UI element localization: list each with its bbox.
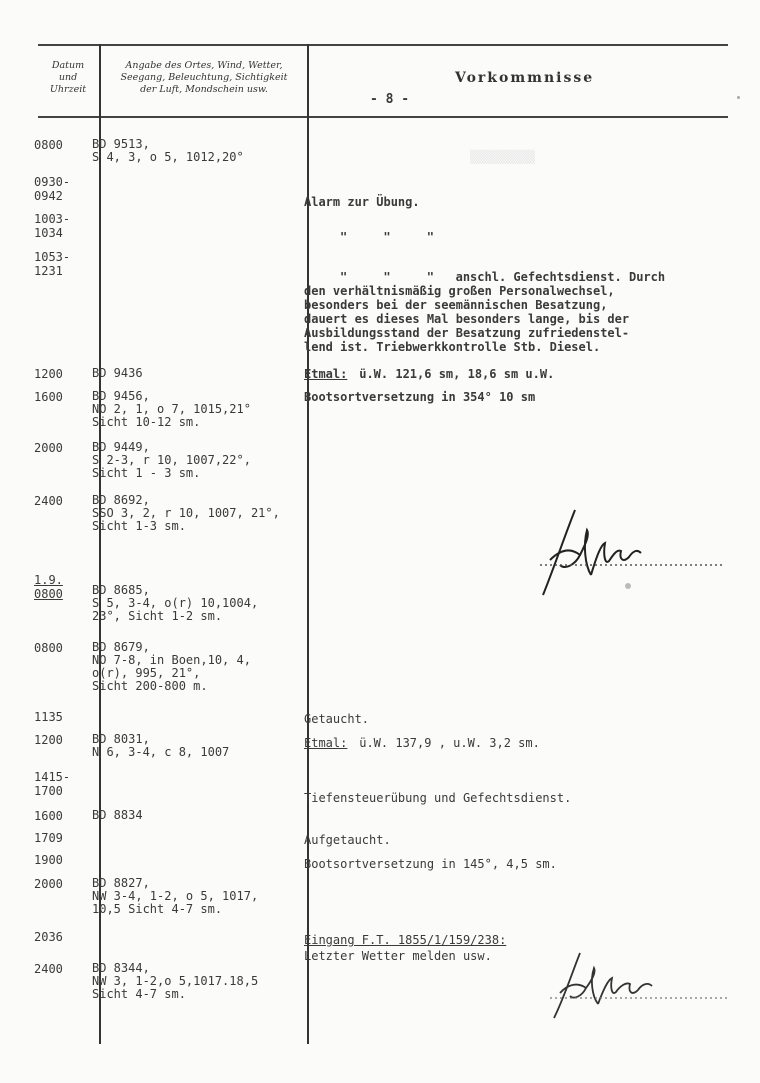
etmal-value: ü.W. 137,9 , u.W. 3,2 sm. (352, 736, 540, 750)
weather-entry: BD 8344, NW 3, 1-2,o 5,1017.18,5 Sicht 4-7 sm. (92, 961, 259, 1001)
event-entry: Bootsortversetzung in 145°, 4,5 sm. (304, 857, 557, 871)
time-entry: 1709 (34, 831, 63, 845)
time-entry: 0800 (34, 138, 63, 152)
time-entry: 1053- 1231 (34, 250, 71, 278)
weather-entry: BD 8031, N 6, 3-4, c 8, 1007 (92, 732, 230, 759)
etmal-value: ü.W. 121,6 sm, 18,6 sm u.W. (352, 367, 555, 381)
etmal-label: Etmal: (304, 367, 348, 381)
time-entry: 1135 (34, 710, 63, 724)
event-entry: " " " (340, 230, 434, 244)
weather-entry: BD 8692, SSO 3, 2, r 10, 1007, 21°, Sicht 1-3 sm. (92, 493, 280, 533)
punch-mark (625, 583, 631, 589)
event-entry: Aufgetaucht. (304, 833, 391, 847)
weather-entry: BD 8685, S 5, 3-4, o(r) 10,1004, 23°, Sicht 1-2 sm. (92, 583, 259, 623)
header-date-time (40, 60, 96, 96)
radio-message-entry: Eingang F.T. 1855/1/159/238: (304, 933, 507, 947)
header-events: Vorkommnisse (455, 70, 595, 86)
weather-entry: BD 9449, S 2-3, r 10, 1007,22°, Sicht 1 - 3 sm. (92, 440, 251, 480)
weather-entry: BD 9513, S 4, 3, o 5, 1012,20° (92, 137, 244, 164)
header-location-weather (102, 60, 306, 96)
signature (540, 948, 740, 1023)
event-entry: den verhältnismäßig großen Personalwechsel, besonders bei der seemännischen Besatzung, dauert es dieses Mal besonders lange, bis der Ausbildungsstand der Besatzung zufriedenstel- lend ist. Triebwerkkontrolle Stb. Diesel. (304, 284, 630, 354)
weather-entry: BD 9456, NO 2, 1, o 7, 1015,21° Sicht 10-12 sm. (92, 389, 251, 429)
radio-message-entry: Letzter Wetter melden usw. (304, 949, 492, 963)
bleed-through-text: ▒▒▒▒▒▒▒▒▒ (470, 150, 536, 164)
weather-entry: BD 8827, NW 3-4, 1-2, o 5, 1017, 10,5 Sicht 4-7 sm. (92, 876, 259, 916)
weather-entry: BD 9436 (92, 366, 143, 380)
punch-mark (737, 96, 740, 99)
header-location-line1: Angabe des Ortes, Wind, Wetter, (125, 60, 283, 71)
header-and-label: und (58, 72, 78, 83)
event-entry: " " " anschl. Gefechtsdienst. Durch (340, 270, 666, 284)
time-entry: 0800 (34, 641, 63, 655)
time-entry: 1415- 1700 (34, 770, 71, 798)
time-entry: 1900 (34, 853, 63, 867)
weather-entry: BD 8679, NO 7-8, in Boen,10, 4, o(r), 995, 21°, Sicht 200-800 m. (92, 640, 251, 693)
signature (535, 505, 735, 600)
header-location-line2: Seegang, Beleuchtung, Sichtigkeit (120, 72, 288, 83)
header-date-label: Datum (51, 60, 85, 71)
time-entry: 2000 (34, 441, 63, 455)
event-entry: Getaucht. (304, 712, 370, 726)
time-entry: 1003- 1034 (34, 212, 71, 240)
time-entry: 2000 (34, 877, 63, 891)
event-entry: Tiefensteuerübung und Gefechtsdienst. (304, 791, 572, 805)
time-entry: 0930- 0942 (34, 175, 71, 203)
time-entry: 1600 (34, 809, 63, 823)
time-entry: 2400 (34, 494, 63, 508)
header-top-rule (38, 44, 728, 46)
date-time-entry: 1.9. 0800 (34, 573, 63, 601)
time-entry: 1200 (34, 367, 63, 381)
time-entry: 1600 (34, 390, 63, 404)
time-entry: 1200 (34, 733, 63, 747)
weather-entry: BD 8834 (92, 808, 143, 822)
column-divider-2 (307, 44, 309, 1044)
header-bottom-rule (38, 116, 728, 118)
header-location-line3: der Luft, Mondschein usw. (140, 84, 268, 95)
event-entry: Bootsortversetzung in 354° 10 sm (304, 390, 536, 404)
page-number: - 8 - (370, 92, 410, 107)
time-entry: 2400 (34, 962, 63, 976)
time-entry: 2036 (34, 930, 63, 944)
header-time-label: Uhrzeit (49, 84, 87, 95)
etmal-label: Etmal: (304, 736, 348, 750)
event-entry: Alarm zur Übung. (304, 195, 420, 209)
